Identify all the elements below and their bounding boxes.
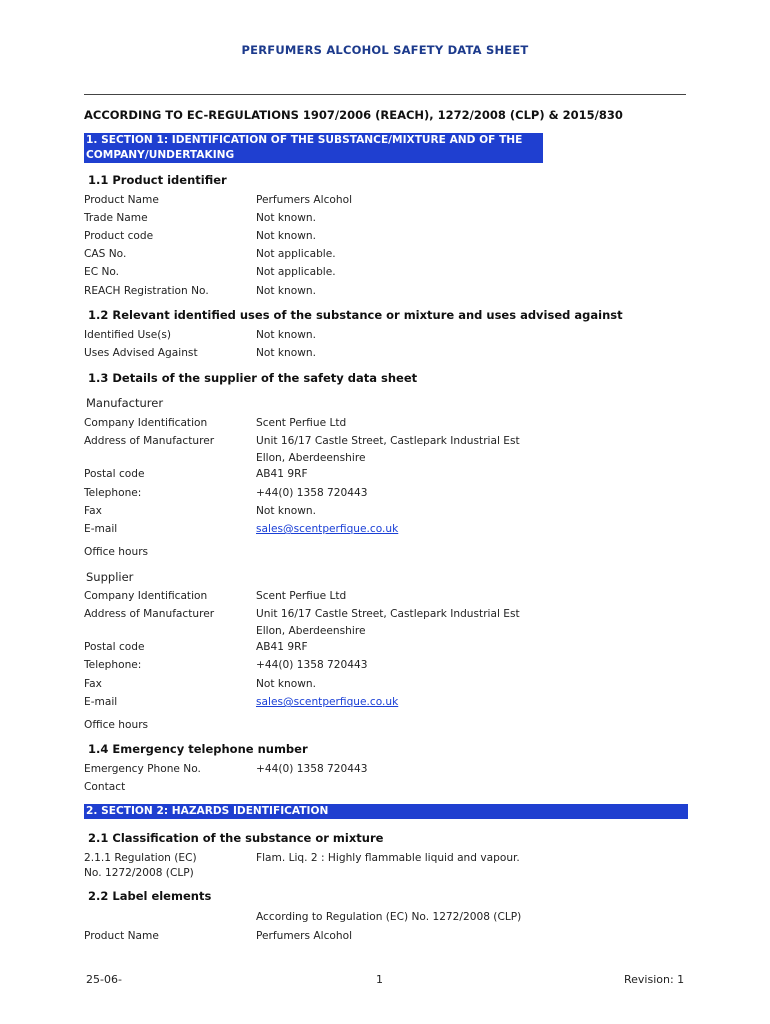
field-label: Emergency Phone No. [84,763,201,775]
field-value: Not known. [256,212,317,224]
address-line: Unit 16/17 Castle Street, Castlepark Industrial Est [256,608,520,620]
field-label: Fax [84,678,102,690]
field-value: +44(0) 1358 720443 [256,487,368,499]
section1-heading [84,133,543,163]
field-label: E-mail [84,523,118,535]
footer-revision: Revision: 1 [624,973,685,986]
field-label: Address of Manufacturer [84,608,215,620]
field-value: AB41 9RF [256,468,308,480]
footer-page-number: 1 [376,973,383,986]
field-value: Not known. [256,347,317,359]
subsection-1-4-title: 1.4 Emergency telephone number [88,742,308,756]
email-link[interactable]: sales@scentperfique.co.uk [256,523,399,535]
field-label: Address of Manufacturer [84,435,215,447]
field-label: CAS No. [84,248,127,260]
field-label: Office hours [84,546,149,558]
field-label: REACH Registration No. [84,285,209,297]
field-label: Product Name [84,930,159,942]
section1-heading-line1: 1. SECTION 1: IDENTIFICATION OF THE SUBSTANCE/MIXTURE AND OF THE [86,134,523,146]
subsection-2-1-title: 2.1 Classification of the substance or mixture [88,831,384,845]
field-value: +44(0) 1358 720443 [256,763,368,775]
email-link[interactable]: sales@scentperfique.co.uk [256,696,399,708]
manufacturer-heading: Manufacturer [86,396,164,410]
field-value: Not applicable. [256,266,336,278]
field-label: E-mail [84,696,118,708]
field-label: EC No. [84,266,120,278]
field-value: AB41 9RF [256,641,308,653]
field-label: Product code [84,230,154,242]
section1-heading-line2: COMPANY/UNDERTAKING [86,149,235,161]
field-value: Not known. [256,285,317,297]
field-value: Flam. Liq. 2 : Highly flammable liquid and vapour. [256,852,520,864]
supplier-heading: Supplier [86,570,134,584]
field-value: Not known. [256,505,317,517]
field-value: Perfumers Alcohol [256,194,353,206]
field-label: Postal code [84,468,145,480]
address-line: Ellon, Aberdeenshire [256,451,366,464]
field-value: Not applicable. [256,248,336,260]
field-label: Postal code [84,641,145,653]
label-line: 2.1.1 Regulation (EC) [84,852,197,864]
field-value: According to Regulation (EC) No. 1272/2008 (CLP) [256,911,522,923]
subsection-1-2-title: 1.2 Relevant identified uses of the substance or mixture and uses advised against [88,308,623,322]
field-value: Not known. [256,678,317,690]
field-label: Telephone: [84,659,142,671]
label-line: No. 1272/2008 (CLP) [84,867,194,879]
subsection-1-1-title: 1.1 Product identifier [88,173,227,187]
field-value: +44(0) 1358 720443 [256,659,368,671]
field-value: Not known. [256,329,317,341]
field-label: Office hours [84,719,149,731]
address-line: Ellon, Aberdeenshire [256,624,366,637]
subsection-2-2-title: 2.2 Label elements [88,889,212,903]
field-label: Uses Advised Against [84,347,198,359]
field-value [256,433,520,466]
header-rule [84,94,686,95]
subsection-1-3-title: 1.3 Details of the supplier of the safety data sheet [88,371,418,385]
address-line: Unit 16/17 Castle Street, Castlepark Industrial Est [256,435,520,447]
field-value: Scent Perfiue Ltd [256,417,347,429]
field-value [256,606,520,639]
section2-heading: 2. SECTION 2: HAZARDS IDENTIFICATION [84,804,688,819]
field-label: Company Identification [84,417,208,429]
field-label: Company Identification [84,590,208,602]
field-value: Perfumers Alcohol [256,930,353,942]
field-label: Trade Name [84,212,148,224]
page-title: PERFUMERS ALCOHOL SAFETY DATA SHEET [241,43,529,57]
field-label: Identified Use(s) [84,329,172,341]
field-value: Not known. [256,230,317,242]
footer-date: 25-06- [86,973,122,986]
field-label: Contact [84,781,126,793]
field-label: Product Name [84,194,159,206]
field-value: Scent Perfiue Ltd [256,590,347,602]
field-label: Telephone: [84,487,142,499]
field-label: Fax [84,505,102,517]
regulations-heading: ACCORDING TO EC-REGULATIONS 1907/2006 (REACH), 1272/2008 (CLP) & 2015/830 [84,108,623,122]
field-label [84,851,197,881]
